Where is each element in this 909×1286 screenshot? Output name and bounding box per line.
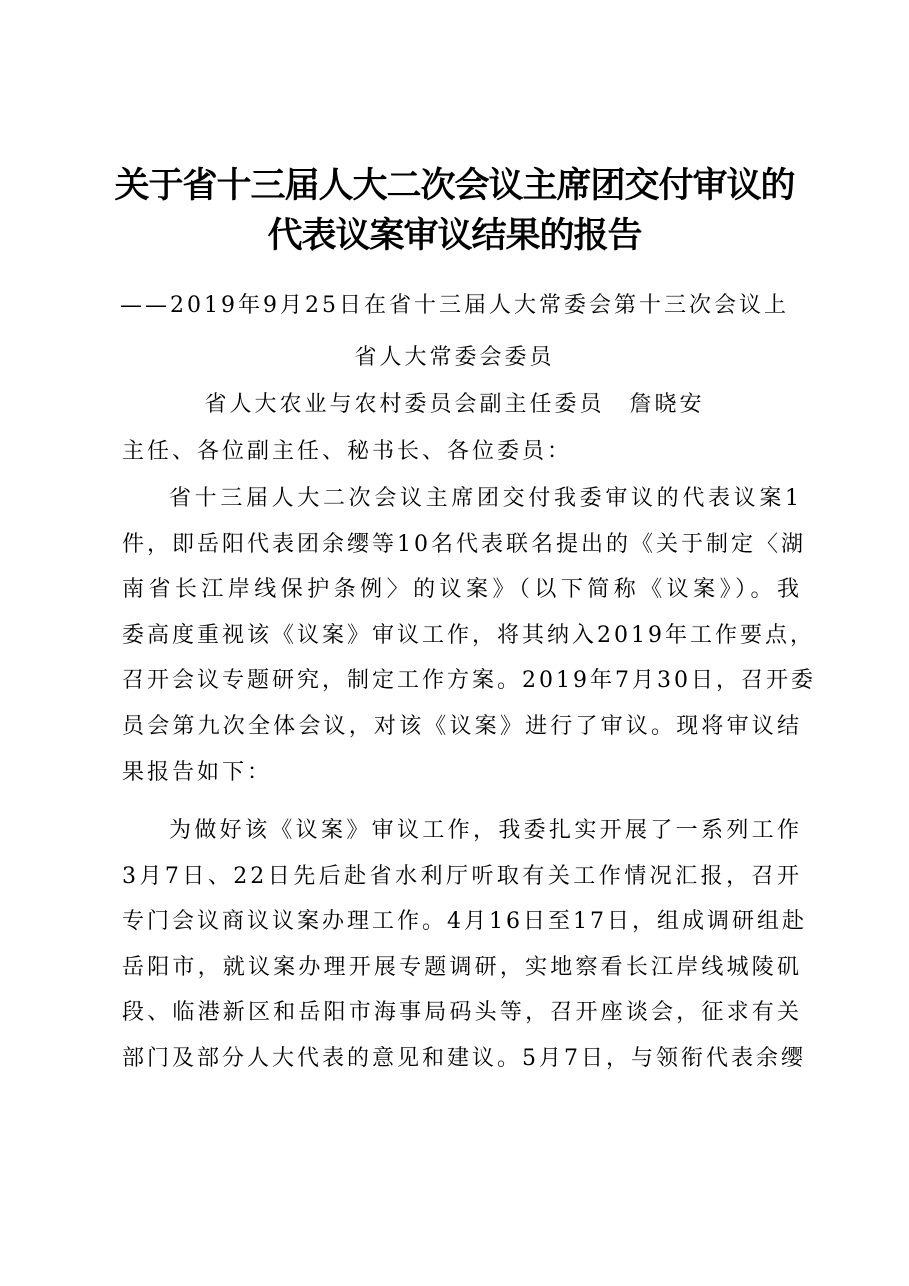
paragraph-line: 员会第九次全体会议，对该《议案》进行了审议。现将审议结 bbox=[122, 713, 802, 739]
speaker-title-name: 省人大农业与农村委员会副主任委员 詹晓安 bbox=[204, 392, 705, 417]
paragraph-2 bbox=[122, 808, 807, 1082]
paragraph-line: 3月7日、22日先后赴省水利厅听取有关工作情况汇报，召开 bbox=[122, 863, 802, 889]
paragraph-line: 省十三届人大二次会议主席团交付我委审议的代表议案1 bbox=[169, 486, 802, 511]
document-title-line-2: 代表议案审议结果的报告 bbox=[267, 216, 642, 256]
paragraph-line: 委高度重视该《议案》审议工作，将其纳入2019年工作要点， bbox=[122, 622, 815, 648]
paragraph-line: 南省长江岸线保护条例〉的议案》（以下简称《议案》）。我 bbox=[122, 577, 802, 603]
paragraph-1 bbox=[122, 476, 816, 795]
paragraph-line: 果报告如下： bbox=[122, 759, 273, 785]
meeting-subtitle: ——2019年9月25日在省十三届人大常委会第十三次会议上 bbox=[120, 293, 789, 318]
document-title-line-1: 关于省十三届人大二次会议主席团交付审议的 bbox=[114, 166, 795, 206]
paragraph-line: 召开会议专题研究，制定工作方案。2019年7月30日，召开委 bbox=[122, 668, 816, 694]
paragraph-line: 岳阳市，就议案办理开展专题调研，实地察看长江岸线城陵矶 bbox=[122, 954, 802, 980]
paragraph-line: 为做好该《议案》审议工作，我委扎实开展了一系列工作 bbox=[169, 818, 802, 843]
speaker-role: 省人大常委会委员 bbox=[354, 345, 555, 370]
paragraph-line: 专门会议商议议案办理工作。4月16日至17日，组成调研组赴 bbox=[122, 909, 807, 935]
paragraph-line: 部门及部分人大代表的意见和建议。5月7日，与领衔代表余缨 bbox=[122, 1045, 806, 1071]
salutation: 主任、各位副主任、秘书长、各位委员： bbox=[122, 439, 573, 464]
paragraph-line: 段、临港新区和岳阳市海事局码头等，召开座谈会，征求有关 bbox=[122, 1000, 802, 1026]
paragraph-line: 件，即岳阳代表团余缨等10名代表联名提出的《关于制定〈湖 bbox=[122, 531, 806, 557]
